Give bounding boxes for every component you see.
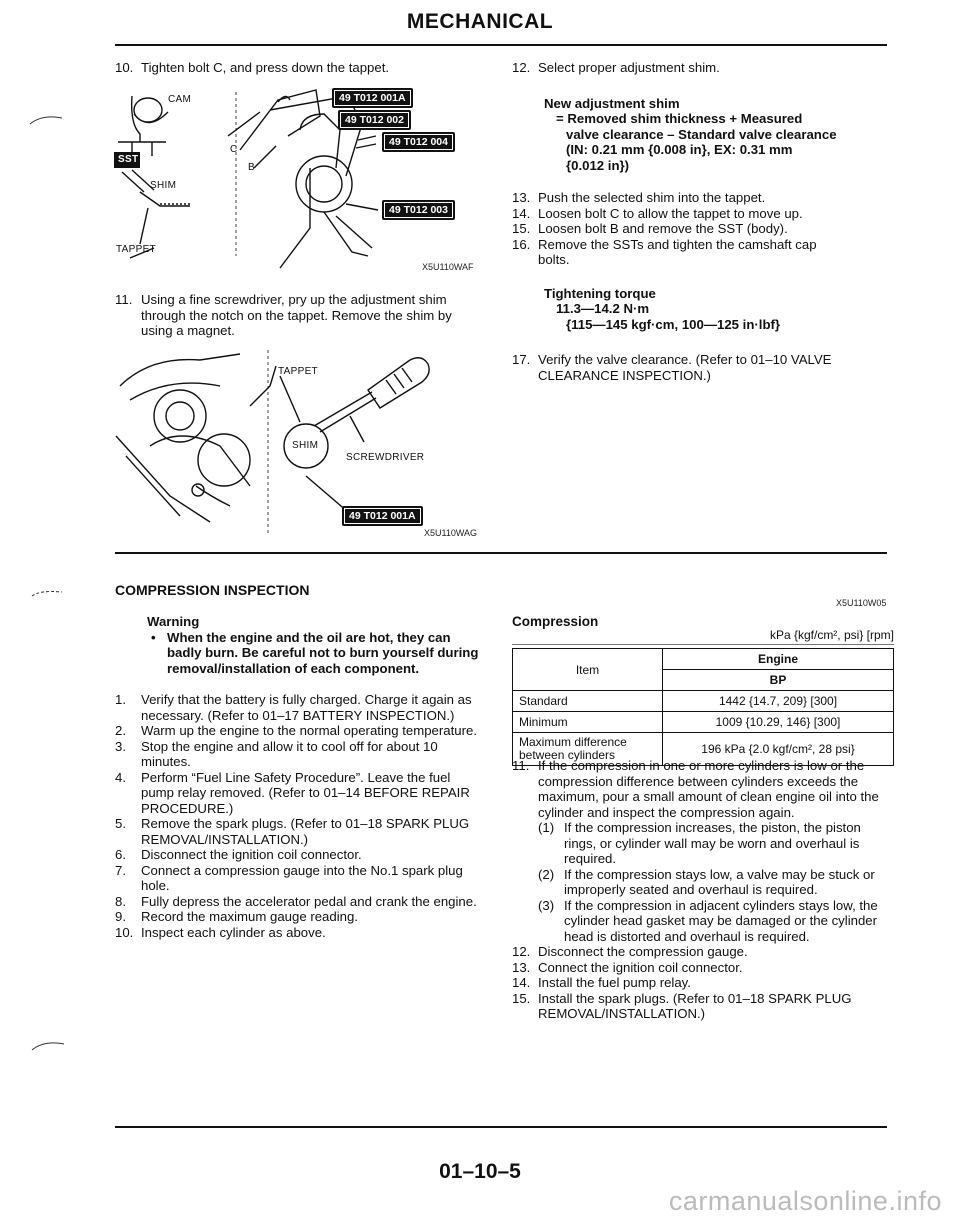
formula-line-4: {0.012 in}): [566, 157, 630, 173]
cell-max-diff-value: 196 kPa {2.0 kgf/cm², 28 psi}: [663, 733, 894, 766]
cell-minimum-label: Minimum: [513, 712, 663, 733]
step-14-loosen-c: 14. Loosen bolt C to allow the tappet to move up.: [512, 205, 803, 221]
right-top-steps: [512, 190, 892, 268]
table-row: [513, 712, 894, 733]
comp-step-3: 3. Stop the engine and allow it to cool off for about 10 minutes.: [115, 738, 438, 769]
step-16-remove-ssts: 16. Remove the SSTs and tighten the camshaft cap bolts.: [512, 236, 817, 267]
step-15-loosen-b: 15. Loosen bolt B and remove the SST (body).: [512, 221, 788, 236]
compression-right-column: [512, 758, 892, 1022]
torque-line-2: {115—145 kgf·cm, 100—125 in·lbf}: [566, 316, 781, 332]
warning-text: When the engine and the oil are hot, they can badly burn. Be careful not to burn yourself during removal/installation of each component.: [167, 629, 479, 676]
margin-mark-top: [28, 110, 68, 130]
label-bolt-c: C: [230, 144, 238, 155]
comp-step-12: 12. Disconnect the compression gauge.: [512, 944, 748, 959]
formula-line-1: = Removed shim thickness + Measured: [556, 111, 803, 126]
comp-step-2: 2. Warm up the engine to the normal operating temperature.: [115, 723, 477, 738]
th-bp: BP: [663, 670, 894, 691]
comp-substep-2: (2) If the compression stays low, a valve may be stuck or improperly seated and overhaul is required.: [538, 866, 875, 897]
page-number: 01–10–5: [439, 1160, 521, 1183]
comp-step-4: 4. Perform “Fuel Line Safety Procedure”. Leave the fuel pump relay removed. (Refer to 01–14 BEFORE REPAIR PROCEDURE.): [115, 769, 470, 816]
comp-step-15: 15. Install the spark plugs. (Refer to 01–18 SPARK PLUG REMOVAL/INSTALLATION.): [512, 990, 852, 1021]
th-engine: Engine: [663, 649, 894, 670]
cell-standard-value: 1442 {14.7, 209} [300]: [663, 691, 894, 712]
figure-code-1: X5U110WAF: [422, 262, 474, 272]
warning-text-wrap: [147, 630, 485, 677]
formula-title: New adjustment shim: [544, 95, 680, 111]
margin-mark-mid: [30, 584, 70, 604]
cell-minimum-value: 1009 {10.29, 146} [300]: [663, 712, 894, 733]
cell-standard-label: Standard: [513, 691, 663, 712]
warning-block: [115, 614, 485, 676]
comp-step-9: 9. Record the maximum gauge reading.: [115, 909, 358, 924]
comp-substep-3: (3) If the compression in adjacent cylinders stays low, the cylinder head gasket may be damaged or the cylinder head is distorted and overhaul is required.: [538, 897, 878, 944]
figure-code-2: X5U110WAG: [424, 528, 478, 538]
table-units: kPa {kgf/cm², psi} [rpm]: [769, 628, 894, 642]
label-cam: CAM: [168, 94, 192, 105]
table-code: X5U110W05: [836, 598, 887, 608]
watermark: carmanualsonline.info: [668, 1186, 942, 1216]
comp-step-14: 14. Install the fuel pump relay.: [512, 975, 691, 990]
label-shim-2: SHIM: [292, 440, 319, 451]
comp-step-6: 6. Disconnect the ignition coil connector.: [115, 847, 362, 862]
table-row: [513, 691, 894, 712]
label-bolt-b: B: [248, 162, 255, 173]
label-tappet: TAPPET: [116, 244, 156, 255]
section-title-compression: COMPRESSION INSPECTION: [115, 582, 310, 598]
label-screwdriver: SCREWDRIVER: [346, 452, 425, 463]
table-top-rule: [512, 644, 894, 645]
th-item: Item: [513, 649, 663, 691]
comp-step-8: 8. Fully depress the accelerator pedal and crank the engine.: [115, 893, 477, 909]
step-10-tighten: 10. Tighten bolt C, and press down the tappet.: [115, 60, 390, 75]
cell-max-diff-label: Maximum difference between cylinders: [513, 733, 663, 766]
comp-step-11: 11. If the compression in one or more cylinders is low or the compression difference between cylinders exceeds the maximum, pour a small amount of clean engine oil into the cylinder and inspect the compression again.: [512, 758, 879, 820]
comp-step-5: 5. Remove the spark plugs. (Refer to 01–18 SPARK PLUG REMOVAL/INSTALLATION.): [115, 816, 470, 847]
sst-badge-004: 49 T012 004: [382, 132, 455, 152]
step-17-verify-clearance: 17. Verify the valve clearance. (Refer to 01–10 VALVE CLEARANCE INSPECTION.): [512, 352, 832, 383]
warning-bullet: •: [151, 629, 156, 645]
compression-steps: [115, 692, 485, 940]
sst-badge-003: 49 T012 003: [382, 200, 455, 220]
comp-step-7: 7. Connect a compression gauge into the No.1 spark plug hole.: [115, 862, 463, 893]
comp-substep-1: (1) If the compression increases, the piston, the piston rings, or cylinder wall may be worn and overhaul is required.: [538, 820, 861, 866]
sst-badge-002: 49 T012 002: [338, 110, 411, 130]
mid-rule: [115, 552, 887, 554]
shim-formula: [512, 96, 892, 174]
label-shim: SHIM: [150, 180, 177, 191]
table-title: Compression: [512, 614, 599, 629]
compression-left-column: [115, 614, 485, 940]
sst-badge-001a-2: 49 T012 001A: [342, 506, 423, 526]
label-sst: SST: [118, 154, 139, 165]
sst-badge-001a: 49 T012 001A: [332, 88, 413, 108]
formula-line-3: (IN: 0.21 mm {0.008 in}, EX: 0.31 mm: [566, 142, 793, 157]
warning-title: Warning: [147, 614, 200, 629]
right-top-column: [512, 60, 892, 383]
margin-mark-bottom: [30, 1036, 70, 1056]
torque-line-1: 11.3—14.2 N·m: [556, 301, 650, 316]
page-header-title: MECHANICAL: [406, 10, 554, 33]
comp-step-10: 10. Inspect each cylinder as above.: [115, 924, 326, 940]
step-13-push-shim: 13. Push the selected shim into the tappet.: [512, 190, 766, 205]
formula-line-2: valve clearance – Standard valve clearance: [566, 126, 837, 142]
figure-sst-tappet: [110, 84, 490, 280]
tightening-torque: [512, 286, 892, 333]
table-header-row-1: [513, 649, 894, 670]
comp-substeps: [512, 820, 892, 944]
comp-step-1: 1. Verify that the battery is fully charged. Charge it again as necessary. (Refer to 01–17 BATTERY INSPECTION.): [115, 692, 472, 723]
footer-rule: [115, 1126, 887, 1128]
comp-step-13: 13. Connect the ignition coil connector.: [512, 959, 743, 975]
step-12-select-shim: 12. Select proper adjustment shim.: [512, 60, 720, 75]
figure-shim-removal: [110, 346, 490, 540]
left-step-11: [115, 292, 485, 339]
label-tappet-2: TAPPET: [278, 366, 318, 377]
compression-table: [512, 648, 894, 766]
torque-title: Tightening torque: [544, 285, 656, 301]
step-11-pry-shim: 11. Using a fine screwdriver, pry up the adjustment shim through the notch on the tappet. Remove the shim by using a magnet.: [115, 292, 452, 338]
left-top-column: [115, 60, 485, 76]
header-rule: [115, 44, 887, 46]
